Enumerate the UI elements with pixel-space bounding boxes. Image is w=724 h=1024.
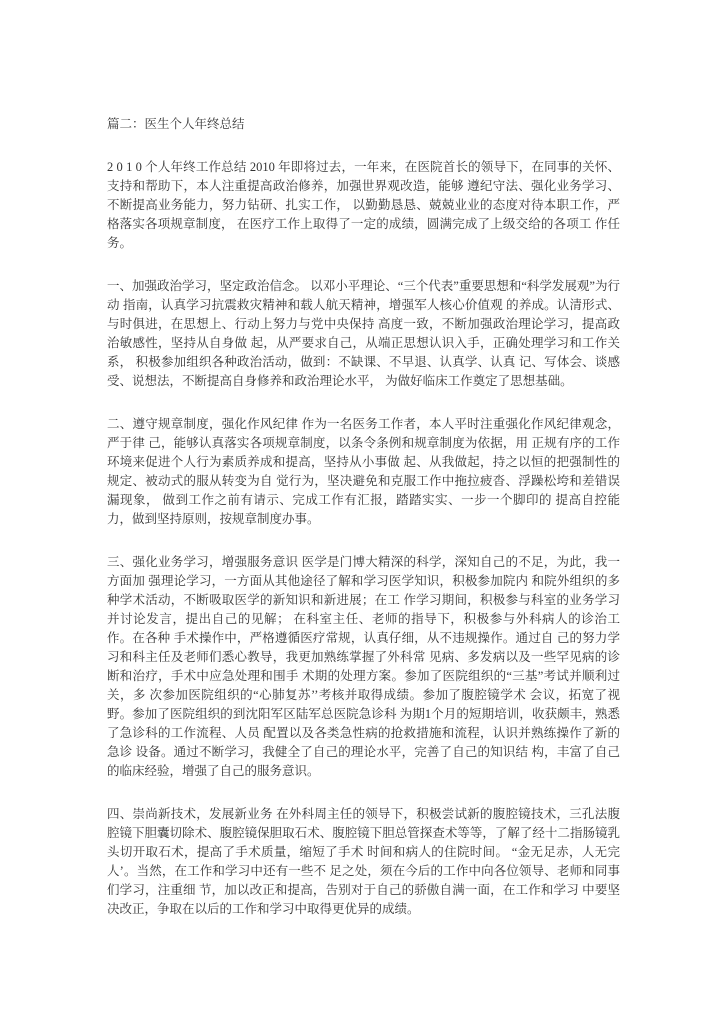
paragraph-section-3-professional-study: 三、强化业务学习，增强服务意识 医学是门博大精深的科学，深知自己的不足，为此，我一方面加 强理论学习，一方面从其他途径了解和学习医学知识，积极参加院内 和院外组织的多种学术活动，不断吸取医学的新知识和新进展；在工 作学习期间，积极参与科室的业务学习并讨论发言，提出自己的见解； 在科室主任、老师的指导下，积极参与外科病人的诊治工作。在各种 手术操作中，严格遵循医疗常规，认真仔细，从不违规操作。通过自 己的努力学习和科主任及老师们悉心教导，我更加熟练掌握了外科常 见病、多发病以及一些罕见病的诊断和治疗，手术中应急处理和围手 术期的处理方案。参加了医院组织的“三基”考试并顺利过关，多 次参加医院组织的“心肺复苏’’考核并取得成绩。参加了腹腔镜学术 会议，拓宽了视野。参加了医院组织的到沈阳军区陆军总医院急诊科 为期1个月的短期培训，收获颇丰，熟悉了急诊科的工作流程、人员 配置以及各类急性病的抢救措施和流程，认识并熟练操作了新的急诊 设备。通过不断学习，我健全了自己的理论水平，完善了自己的知识结 构，丰富了自己的临床经验，增强了自己的服务意识。 bbox=[107, 555, 620, 778]
paragraph-intro: 2 0 1 0 个人年终工作总结 2010 年即将过去，一年来，在医院首长的领导下，在同事的关怀、支持和帮助下，本人注重提高政治修养，加强世界观改造，能够 遵纪守法、强化业务学习、不断提高业务能力，努力钻研、扎实工作， 以勤勤恳恳、兢兢业业的态度对待本职工作，严格落实各项规章制度， 在医疗工作上取得了一定的成绩，圆满完成了上级交给的各项工 作任务。 bbox=[107, 160, 620, 250]
paragraph-section-1-political-study: 一、加强政治学习，坚定政治信念。 以邓小平理论、“三个代表”重要思想和“科学发展观”为行动 指南，认真学习抗震救灾精神和载人航天精神，增强军人核心价值观 的养成。认清形式、与时俱进，在思想上、行动上努力与党中央保持 高度一致，不断加强政治理论学习，提高政治敏感性，坚持从自身做 起，从严要求自己，从端正思想认识入手，正确处理学习和工作关系， 积极参加组织各种政治活动，做到：不缺课、不早退、认真学、认真 记、写体会、谈感受、说想法，不断提高自身修养和政治理论水平， 为做好临床工作奠定了思想基础。 bbox=[107, 279, 620, 388]
paragraph-section-2-discipline: 二、遵守规章制度，强化作风纪律 作为一名医务工作者，本人平时注重强化作风纪律观念，严于律 己，能够认真落实各项规章制度，以条令条例和规章制度为依据，用 正规有序的工作环境来促进个人行为素质养成和提高，坚持从小事做 起、从我做起，持之以恒的把强制性的规定、被动式的服从转变为自 觉行为，坚决避免和克服工作中拖拉疲沓、浮躁松垮和差错误漏现象， 做到工作之前有请示、完成工作有汇报，踏踏实实、一步一个脚印的 提高自控能力，做到坚持原则，按规章制度办事。 bbox=[107, 417, 620, 526]
document-heading: 篇二：医生个人年终总结 bbox=[107, 117, 245, 131]
paragraph-section-4-new-technology: 四、崇尚新技术，发展新业务 在外科周主任的领导下，积极尝试新的腹腔镜技术，三孔法腹腔镜下胆囊切除术、腹腔镜保胆取石术、腹腔镜下胆总管探查术等等，了解了经十二指肠镜乳头切开取石术，提高了手术质量，缩短了手术 时间和病人的住院时间。 “金无足赤，人无完人’。当然，在工作和学习中还有一些不 足之处，须在今后的工作中向各位领导、老师和同事们学习，注重细 节，加以改正和提高，告别对于自己的骄傲自满一面，在工作和学习 中要坚决改正，争取在以后的工作和学习中取得更优异的成绩。 bbox=[107, 807, 620, 916]
